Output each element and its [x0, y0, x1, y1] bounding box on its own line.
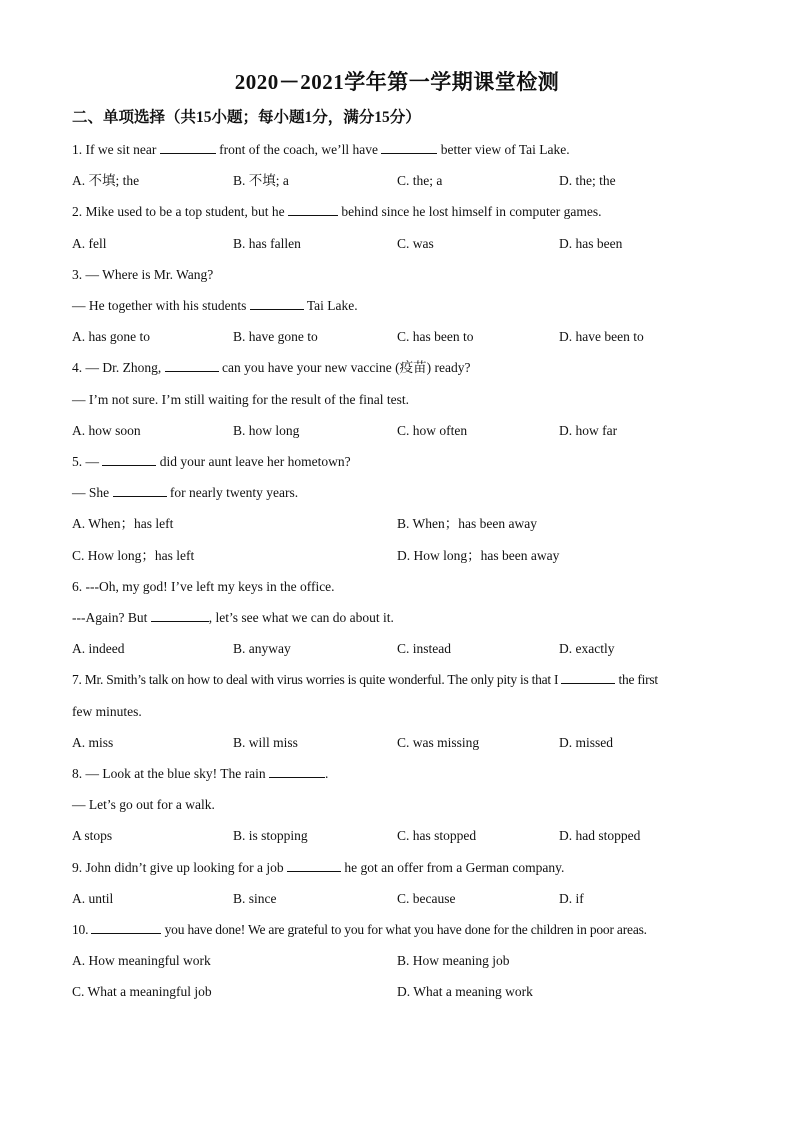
q5-option-d[interactable]: D. How long；has been away — [397, 548, 560, 563]
answer-blank[interactable] — [287, 859, 341, 872]
answer-blank[interactable] — [160, 141, 216, 154]
question-5-stem: 5. — did your aunt leave her hometown? — [72, 454, 351, 469]
question-6-stem: 6. ---Oh, my god! I’ve left my keys in the office. — [72, 579, 335, 594]
question-6-response: ---Again? But , let’s see what we can do about it. — [72, 610, 394, 625]
q7-option-d[interactable]: D. missed — [559, 735, 613, 750]
question-3-stem: 3. — Where is Mr. Wang? — [72, 267, 214, 282]
q3-option-a[interactable]: A. has gone to — [72, 329, 150, 344]
q6-option-b[interactable]: B. anyway — [233, 641, 291, 656]
q4-option-b[interactable]: B. how long — [233, 423, 300, 438]
q5-option-a[interactable]: A. When；has left — [72, 516, 174, 531]
answer-blank[interactable] — [165, 359, 219, 372]
q7-option-c[interactable]: C. was missing — [397, 735, 480, 750]
q2-option-d[interactable]: D. has been — [559, 236, 623, 251]
q10-option-b[interactable]: B. How meaning job — [397, 953, 510, 968]
answer-blank[interactable] — [381, 141, 437, 154]
q8-option-c[interactable]: C. has stopped — [397, 828, 477, 843]
q3-option-b[interactable]: B. have gone to — [233, 329, 318, 344]
q5-option-c[interactable]: C. How long；has left — [72, 548, 195, 563]
question-7-continued: few minutes. — [72, 704, 142, 719]
question-8-response: — Let’s go out for a walk. — [72, 797, 215, 812]
q6-option-d[interactable]: D. exactly — [559, 641, 615, 656]
section-heading: 二、单项选择（共15小题；每小题1分，满分15分） — [72, 109, 421, 126]
question-4-stem: 4. — Dr. Zhong, can you have your new vaccine (疫苗) ready? — [72, 360, 471, 375]
q1-option-d[interactable]: D. the; the — [559, 173, 616, 188]
q8-option-d[interactable]: D. had stopped — [559, 828, 641, 843]
q1-option-c[interactable]: C. the; a — [397, 173, 443, 188]
answer-blank[interactable] — [561, 671, 615, 684]
q9-option-b[interactable]: B. since — [233, 891, 277, 906]
answer-blank[interactable] — [102, 453, 156, 466]
q6-option-a[interactable]: A. indeed — [72, 641, 125, 656]
question-1-stem: 1. If we sit near front of the coach, we’ll have better view of Tai Lake. — [72, 142, 570, 157]
q10-option-d[interactable]: D. What a meaning work — [397, 984, 533, 999]
q1-option-b[interactable]: B. 不填; a — [233, 173, 289, 188]
question-5-response: — She for nearly twenty years. — [72, 485, 299, 500]
question-10-stem: 10. you have done! We are grateful to you for what you have done for the children in poor areas. — [72, 922, 647, 937]
q9-option-d[interactable]: D. if — [559, 891, 584, 906]
answer-blank[interactable] — [288, 203, 338, 216]
q1-option-a[interactable]: A. 不填; the — [72, 173, 140, 188]
q5-option-b[interactable]: B. When；has been away — [397, 516, 537, 531]
answer-blank[interactable] — [113, 484, 167, 497]
question-8-stem: 8. — Look at the blue sky! The rain . — [72, 766, 329, 781]
question-4-response: — I’m not sure. I’m still waiting for the result of the final test. — [72, 392, 410, 407]
question-9-stem: 9. John didn’t give up looking for a job he got an offer from a German company. — [72, 860, 565, 875]
q7-option-a[interactable]: A. miss — [72, 735, 114, 750]
q4-option-a[interactable]: A. how soon — [72, 423, 141, 438]
q9-option-c[interactable]: C. because — [397, 891, 456, 906]
q9-option-a[interactable]: A. until — [72, 891, 114, 906]
question-2-stem: 2. Mike used to be a top student, but he behind since he lost himself in computer games. — [72, 204, 602, 219]
answer-blank[interactable] — [269, 765, 325, 778]
q8-option-a[interactable]: A stops — [72, 828, 113, 843]
q6-option-c[interactable]: C. instead — [397, 641, 451, 656]
answer-blank[interactable] — [250, 297, 304, 310]
q3-option-c[interactable]: C. has been to — [397, 329, 474, 344]
q10-option-a[interactable]: A. How meaningful work — [72, 953, 211, 968]
q7-option-b[interactable]: B. will miss — [233, 735, 298, 750]
q10-option-c[interactable]: C. What a meaningful job — [72, 984, 212, 999]
page-title: 2020－2021学年第一学期课堂检测 — [234, 70, 560, 94]
q2-option-a[interactable]: A. fell — [72, 236, 107, 251]
q8-option-b[interactable]: B. is stopping — [233, 828, 308, 843]
q2-option-b[interactable]: B. has fallen — [233, 236, 301, 251]
answer-blank[interactable] — [151, 609, 209, 622]
question-7-stem: 7. Mr. Smith’s talk on how to deal with virus worries is quite wonderful. The only pity is that I the first — [72, 672, 658, 687]
q4-option-c[interactable]: C. how often — [397, 423, 468, 438]
q3-option-d[interactable]: D. have been to — [559, 329, 644, 344]
answer-blank[interactable] — [91, 921, 161, 934]
q4-option-d[interactable]: D. how far — [559, 423, 618, 438]
q2-option-c[interactable]: C. was — [397, 236, 434, 251]
question-3-response: — He together with his students Tai Lake. — [72, 298, 358, 313]
